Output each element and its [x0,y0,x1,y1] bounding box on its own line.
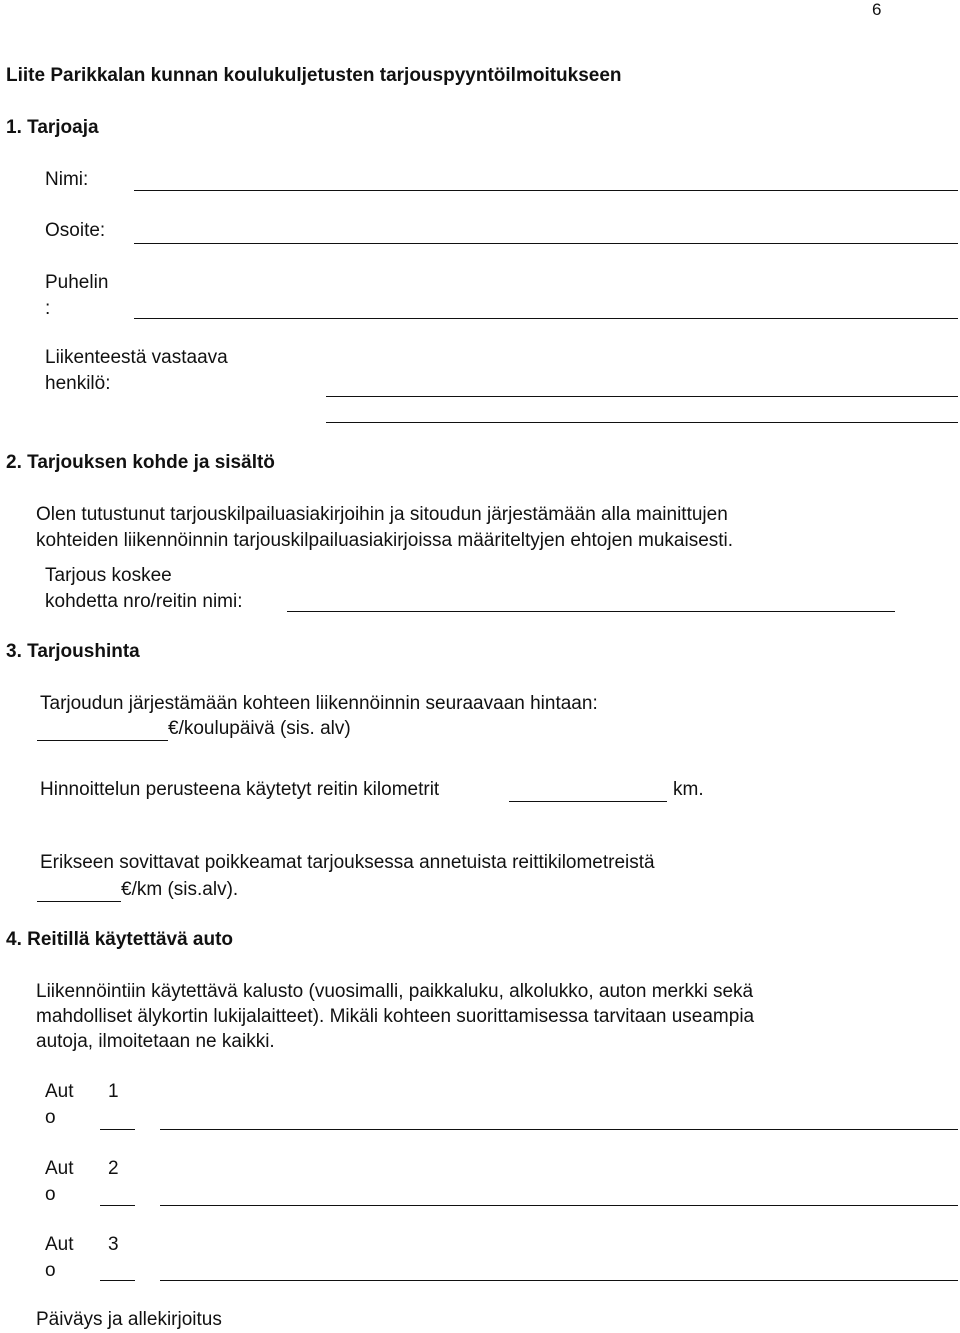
vehicle-text-line2: mahdolliset älykortin lukijalaitteet). Mikäli kohteen suorittamisessa tarvitaan useampia [36,1006,755,1027]
section-heading-tarjoushinta: 3. Tarjoushinta [6,641,140,662]
car-number: 2 [108,1158,119,1179]
document-title: Liite Parikkalan kunnan koulukuljetusten tarjouspyyntöilmoitukseen [6,65,622,86]
car-number-field[interactable] [100,1205,135,1206]
km-unit-label: km. [673,779,704,800]
km-field[interactable] [509,801,667,802]
phone-label: Puhelin [45,272,109,293]
car-number: 3 [108,1234,119,1255]
car-label: Aut [45,1081,74,1102]
target-route-field[interactable] [287,611,895,612]
contact-person-label-line2: henkilö: [45,373,111,394]
car-label: Aut [45,1158,74,1179]
contact-person-label: Liikenteestä vastaava [45,347,228,368]
vehicle-text-line1: Liikennöintiin käytettävä kalusto (vuosimalli, paikkaluku, alkolukko, auton merkki sekä [36,981,754,1002]
target-label: Tarjous koskee [45,565,172,586]
signature-label: Päiväys ja allekirjoitus [36,1309,222,1330]
address-label: Osoite: [45,220,106,241]
section-heading-auto: 4. Reitillä käytettävä auto [6,929,234,950]
commitment-text-line2: kohteiden liikennöinnin tarjouskilpailuasiakirjoissa määriteltyjen ehtojen mukaisesti. [36,530,734,551]
price-per-km-unit-label: €/km (sis.alv). [121,879,239,900]
car-label: Aut [45,1234,74,1255]
contact-person-field[interactable] [326,396,958,397]
car-details-field[interactable] [160,1129,958,1130]
price-per-km-field[interactable] [37,901,121,902]
extra-km-text: Erikseen sovittavat poikkeamat tarjouksessa annetuista reittikilometreistä [40,852,655,873]
section-heading-tarjoaja: 1. Tarjoaja [6,117,99,138]
phone-label-colon: : [45,298,51,319]
name-label: Nimi: [45,169,89,190]
commitment-text-line1: Olen tutustunut tarjouskilpailuasiakirjoihin ja sitoudun järjestämään alla mainittujen [36,504,728,525]
car-label-line2: o [45,1107,56,1128]
car-number-field[interactable] [100,1280,135,1281]
km-label: Hinnoittelun perusteena käytetyt reitin kilometrit [40,779,440,800]
car-label-line2: o [45,1184,56,1205]
section-heading-kohde: 2. Tarjouksen kohde ja sisältö [6,452,275,473]
car-details-field[interactable] [160,1205,958,1206]
price-text: Tarjoudun järjestämään kohteen liikennöinnin seuraavaan hintaan: [40,693,598,714]
price-unit-label: €/koulupäivä (sis. alv) [168,718,351,739]
contact-person-field-extra[interactable] [326,422,958,423]
car-number: 1 [108,1081,119,1102]
page-number: 6 [872,0,882,19]
car-number-field[interactable] [100,1129,135,1130]
price-per-day-field[interactable] [37,740,168,741]
address-field[interactable] [134,243,958,244]
target-label-line2: kohdetta nro/reitin nimi: [45,591,243,612]
phone-field[interactable] [134,318,958,319]
car-details-field[interactable] [160,1280,958,1281]
vehicle-text-line3: autoja, ilmoitetaan ne kaikki. [36,1031,275,1052]
car-label-line2: o [45,1260,56,1281]
name-field[interactable] [134,190,958,191]
